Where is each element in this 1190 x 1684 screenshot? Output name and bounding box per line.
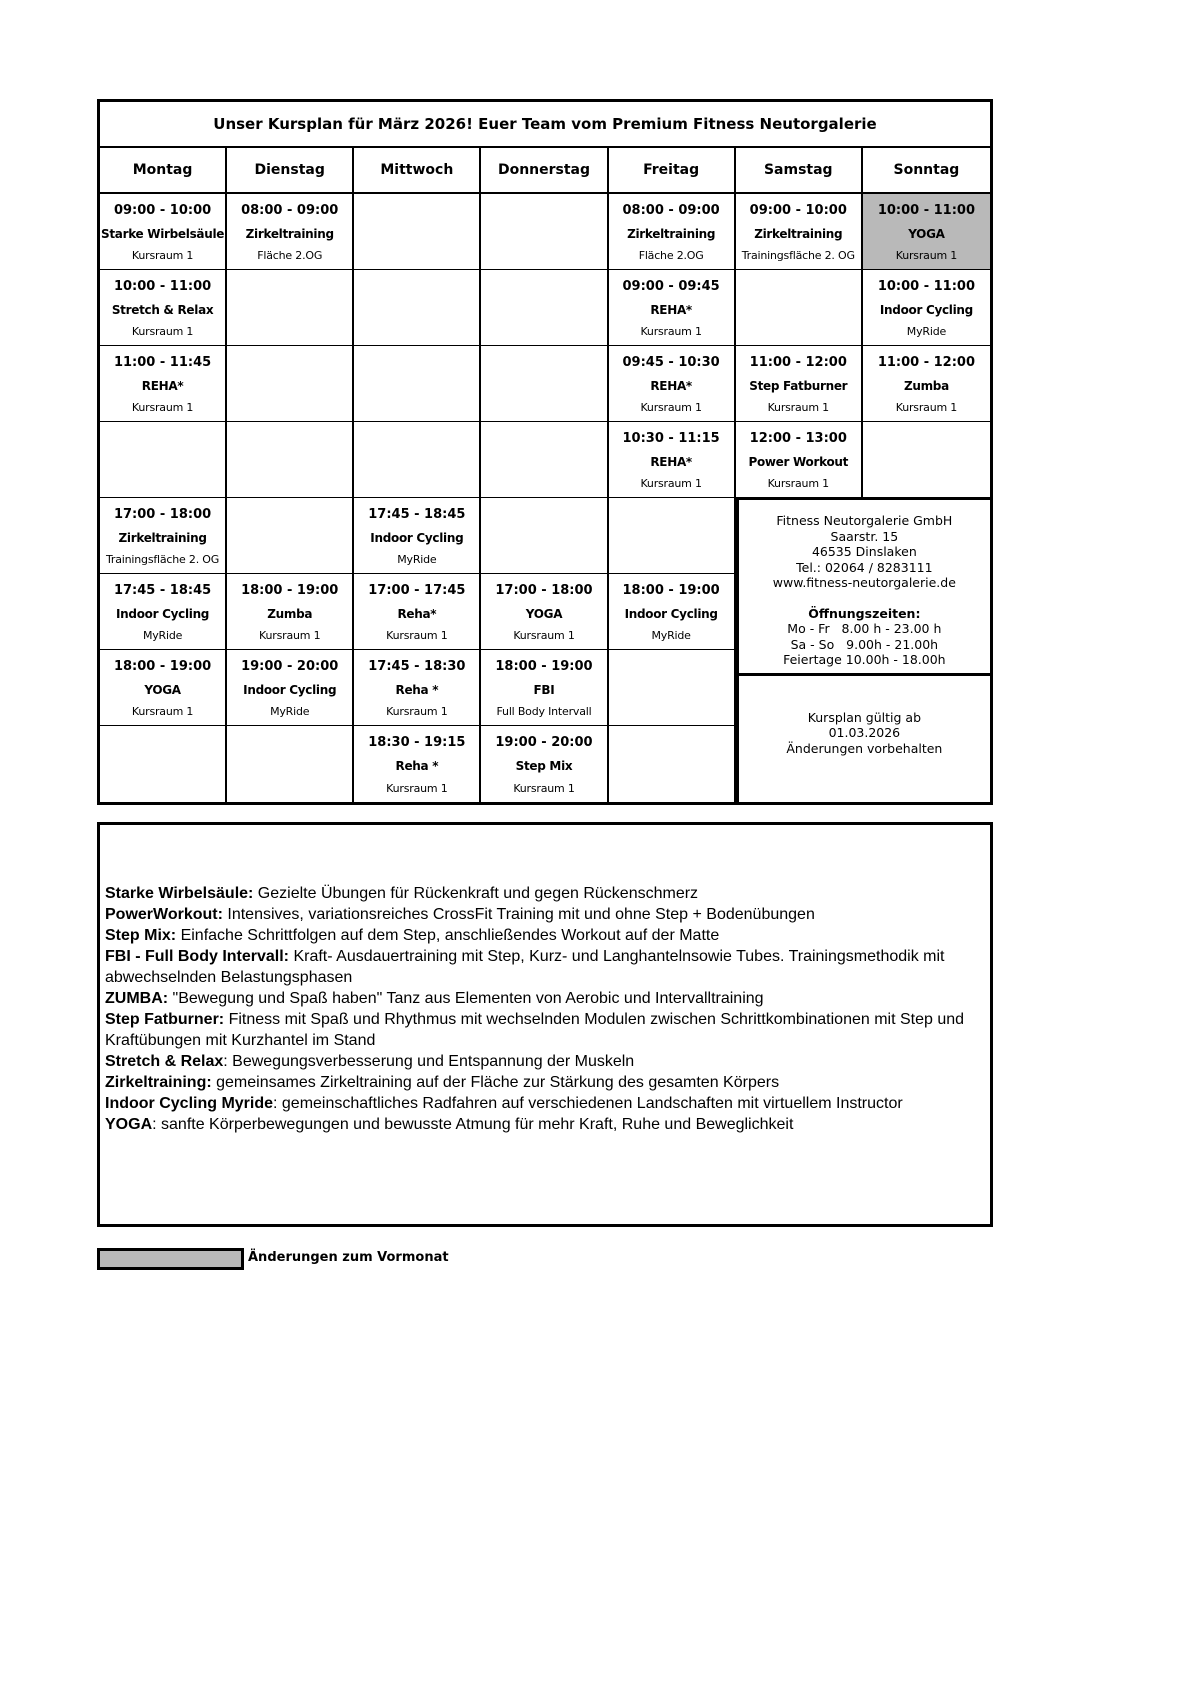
cell-time: 10:00 - 11:00 — [877, 279, 976, 294]
course-cell-donnerstag-row8 — [481, 726, 608, 802]
legend-item — [105, 883, 980, 904]
course-cell-sonntag-row3 — [863, 346, 990, 422]
course-cell-freitag-row3 — [609, 346, 736, 422]
cell-time: 10:00 - 11:00 — [877, 203, 976, 218]
cell-course-name: Indoor Cycling — [879, 302, 973, 317]
legend-description: Einfache Schrittfolgen auf dem Step, anschließendes Workout auf der Matte — [176, 927, 720, 944]
cell-room: Kursraum 1 — [386, 782, 448, 795]
legend-description: Fitness mit Spaß und Rhythmus mit wechselnden Modulen zwischen Schrittkombinationen mit Step und Kraftübungen mit Kurzhantel im Stand — [105, 1011, 965, 1049]
cell-time: 08:00 - 09:00 — [622, 203, 720, 218]
course-cell-mittwoch-row3 — [354, 346, 481, 422]
cell-time: 11:00 - 11:45 — [113, 355, 212, 370]
cell-room: Kursraum 1 — [640, 325, 702, 338]
cell-room: MyRide — [270, 705, 310, 718]
cell-time: 17:45 - 18:45 — [113, 583, 212, 598]
course-cell-dienstag-row4 — [227, 422, 354, 498]
legend-item — [105, 1114, 980, 1135]
cell-room: Trainingsfläche 2. OG — [741, 249, 855, 262]
cell-time: 19:00 - 20:00 — [241, 659, 339, 674]
course-cell-dienstag-row8 — [227, 726, 354, 802]
cell-room: MyRide — [906, 325, 947, 338]
cell-room: Kursraum 1 — [131, 705, 194, 718]
cell-room: Full Body Intervall — [496, 705, 592, 718]
cell-room: Kursraum 1 — [131, 249, 194, 262]
cell-course-name: Stretch & Relax — [111, 302, 214, 317]
cell-course-name: Indoor Cycling — [116, 606, 210, 621]
course-cell-montag-row1 — [100, 194, 227, 270]
legend-term: FBI - Full Body Intervall: — [105, 948, 290, 965]
cell-time: 18:00 - 19:00 — [495, 659, 593, 674]
cell-course-name: REHA* — [650, 378, 692, 393]
cell-room: Kursraum 1 — [895, 249, 958, 262]
course-cell-donnerstag-row1 — [481, 194, 608, 270]
cell-room: Kursraum 1 — [895, 401, 958, 414]
legend-item — [105, 904, 980, 925]
cell-time: 09:00 - 10:00 — [749, 203, 847, 218]
cell-room: Fläche 2.OG — [257, 249, 323, 262]
legend-term: Zirkeltraining: — [105, 1074, 212, 1091]
course-cell-donnerstag-row3 — [481, 346, 608, 422]
course-cell-donnerstag-row4 — [481, 422, 608, 498]
course-cell-dienstag-row3 — [227, 346, 354, 422]
course-cell-freitag-row7 — [609, 650, 736, 726]
legend-description: "Bewegung und Spaß haben" Tanz aus Elementen von Aerobic und Intervalltraining — [168, 990, 764, 1007]
course-legend-box — [97, 822, 993, 1227]
course-cell-donnerstag-row6 — [481, 574, 608, 650]
change-highlight-label: Änderungen zum Vormonat — [248, 1250, 449, 1265]
legend-description: : sanfte Körperbewegungen und bewusste Atmung für mehr Kraft, Ruhe und Beweglichkeit — [152, 1116, 794, 1133]
course-cell-montag-row3 — [100, 346, 227, 422]
cell-room: Kursraum 1 — [767, 477, 829, 490]
course-cell-dienstag-row5 — [227, 498, 354, 574]
legend-term: Step Fatburner: — [105, 1011, 225, 1028]
cell-room: Kursraum 1 — [259, 629, 321, 642]
day-header-montag: Montag — [100, 148, 227, 194]
course-cell-montag-row4 — [100, 422, 227, 498]
cell-course-name: Indoor Cycling — [624, 606, 718, 621]
legend-item — [105, 946, 980, 988]
legend-description: : Bewegungsverbesserung und Entspannung der Muskeln — [223, 1053, 635, 1070]
course-cell-freitag-row8 — [609, 726, 736, 802]
course-cell-dienstag-row2 — [227, 270, 354, 346]
cell-course-name: Zumba — [267, 606, 313, 621]
legend-term: PowerWorkout: — [105, 906, 223, 923]
cell-course-name: Zirkeltraining — [754, 226, 843, 241]
schedule-grid — [100, 148, 990, 802]
legend-term: ZUMBA: — [105, 990, 169, 1007]
legend-description: Intensives, variationsreiches CrossFit Training mit und ohne Step + Bodenübungen — [222, 906, 815, 923]
course-cell-montag-row5 — [100, 498, 227, 574]
course-cell-freitag-row5 — [609, 498, 736, 574]
cell-course-name: REHA* — [650, 302, 692, 317]
course-cell-mittwoch-row2 — [354, 270, 481, 346]
course-cell-montag-row2 — [100, 270, 227, 346]
course-cell-donnerstag-row2 — [481, 270, 608, 346]
cell-time: 09:00 - 09:45 — [622, 279, 720, 294]
cell-time: 17:00 - 18:00 — [495, 583, 593, 598]
cell-course-name: REHA* — [141, 378, 184, 393]
course-cell-samstag-row3 — [736, 346, 863, 422]
course-cell-mittwoch-row1 — [354, 194, 481, 270]
legend-description: gemeinsames Zirkeltraining auf der Fläche zur Stärkung des gesamten Körpers — [211, 1074, 780, 1091]
course-cell-freitag-row2 — [609, 270, 736, 346]
opening-hours-weekend: Sa - So 9.00h - 21.00h — [790, 636, 939, 652]
cell-time: 18:00 - 19:00 — [622, 583, 720, 598]
cell-time: 18:30 - 19:15 — [368, 735, 466, 750]
cell-room: MyRide — [397, 553, 437, 566]
validity-box — [739, 676, 990, 802]
schedule-table — [97, 99, 993, 805]
course-cell-dienstag-row7 — [227, 650, 354, 726]
cell-course-name: Zumba — [903, 378, 949, 393]
cell-course-name: Power Workout — [748, 454, 849, 469]
cell-time: 12:00 - 13:00 — [749, 431, 847, 446]
cell-time: 08:00 - 09:00 — [241, 203, 339, 218]
course-cell-mittwoch-row7 — [354, 650, 481, 726]
legend-item — [105, 1072, 980, 1093]
course-cell-mittwoch-row6 — [354, 574, 481, 650]
legend-term: YOGA — [105, 1116, 153, 1133]
course-cell-sonntag-row4 — [863, 422, 990, 498]
validity-line2: 01.03.2026 — [828, 725, 901, 741]
cell-course-name: Zirkeltraining — [245, 226, 334, 241]
studio-info-box — [739, 500, 990, 676]
cell-course-name: FBI — [533, 682, 555, 697]
course-cell-mittwoch-row4 — [354, 422, 481, 498]
cell-time: 09:45 - 10:30 — [622, 355, 720, 370]
studio-phone: Tel.: 02064 / 8283111 — [796, 559, 933, 575]
cell-room: Kursraum 1 — [386, 629, 448, 642]
cell-room: Fläche 2.OG — [638, 249, 704, 262]
cell-time: 10:30 - 11:15 — [622, 431, 720, 446]
cell-course-name: YOGA — [525, 606, 563, 621]
change-highlight-swatch — [97, 1248, 244, 1270]
legend-description: : gemeinschaftliches Radfahren auf verschiedenen Landschaften mit virtuellem Instructor — [273, 1095, 903, 1112]
studio-website: www.fitness-neutorgalerie.de — [772, 575, 956, 590]
legend-description: Gezielte Übungen für Rückenkraft und gegen Rückenschmerz — [253, 885, 699, 902]
cell-room: Kursraum 1 — [640, 401, 702, 414]
course-cell-sonntag-row2 — [863, 270, 990, 346]
legend-term: Step Mix: — [105, 927, 177, 944]
cell-course-name: Step Fatburner — [749, 378, 848, 393]
course-cell-sonntag-row1 — [863, 194, 990, 270]
cell-room: Kursraum 1 — [767, 401, 829, 414]
cell-time: 19:00 - 20:00 — [495, 735, 593, 750]
course-cell-dienstag-row1 — [227, 194, 354, 270]
legend-item — [105, 1093, 980, 1114]
course-cell-montag-row6 — [100, 574, 227, 650]
day-header-dienstag: Dienstag — [227, 148, 354, 194]
course-cell-freitag-row1 — [609, 194, 736, 270]
day-header-samstag: Samstag — [736, 148, 863, 194]
cell-course-name: Starke Wirbelsäule — [101, 226, 225, 241]
cell-course-name: Indoor Cycling — [243, 682, 337, 697]
cell-course-name: Step Mix — [515, 759, 573, 773]
cell-course-name: REHA* — [650, 454, 692, 469]
cell-time: 18:00 - 19:00 — [241, 583, 339, 598]
cell-room: Kursraum 1 — [513, 782, 575, 795]
cell-room: Trainingsfläche 2. OG — [106, 553, 220, 566]
cell-time: 09:00 - 10:00 — [113, 203, 212, 218]
legend-description: Kraft- Ausdauertraining mit Step, Kurz- und Langhantelnsowie Tubes. Trainingsmethodik mit abwechselnden Belastungsphasen — [105, 948, 945, 986]
course-cell-montag-row7 — [100, 650, 227, 726]
cell-time: 11:00 - 12:00 — [749, 355, 847, 370]
cell-room: Kursraum 1 — [386, 705, 448, 718]
cell-course-name: Reha * — [395, 682, 439, 697]
cell-room: Kursraum 1 — [131, 401, 194, 414]
cell-course-name: Reha* — [397, 606, 437, 621]
cell-room: MyRide — [651, 629, 691, 642]
studio-company: Fitness Neutorgalerie GmbH — [776, 513, 953, 528]
info-area — [736, 498, 990, 802]
day-header-freitag: Freitag — [609, 148, 736, 194]
day-header-donnerstag: Donnerstag — [481, 148, 608, 194]
course-cell-donnerstag-row7 — [481, 650, 608, 726]
cell-time: 18:00 - 19:00 — [113, 659, 212, 674]
validity-line1: Kursplan gültig ab — [807, 709, 922, 725]
cell-room: Kursraum 1 — [640, 477, 702, 490]
cell-room: Kursraum 1 — [131, 325, 194, 338]
legend-item — [105, 1009, 980, 1051]
course-cell-dienstag-row6 — [227, 574, 354, 650]
studio-city: 46535 Dinslaken — [811, 544, 917, 559]
cell-time: 17:45 - 18:45 — [368, 507, 466, 522]
cell-time: 10:00 - 11:00 — [113, 279, 212, 294]
legend-item — [105, 1051, 980, 1072]
validity-line3: Änderungen vorbehalten — [786, 740, 943, 756]
course-cell-mittwoch-row8 — [354, 726, 481, 802]
day-header-sonntag: Sonntag — [863, 148, 990, 194]
cell-course-name: Zirkeltraining — [118, 530, 207, 545]
cell-time: 17:45 - 18:30 — [368, 659, 466, 674]
cell-time: 17:00 - 17:45 — [368, 583, 466, 598]
legend-item — [105, 988, 980, 1009]
course-cell-freitag-row6 — [609, 574, 736, 650]
course-cell-samstag-row4 — [736, 422, 863, 498]
cell-room: MyRide — [142, 629, 183, 642]
opening-hours-weekdays: Mo - Fr 8.00 h - 23.00 h — [787, 621, 942, 636]
cell-course-name: Zirkeltraining — [627, 226, 716, 241]
legend-term: Indoor Cycling Myride — [105, 1095, 274, 1112]
cell-room: Kursraum 1 — [513, 629, 575, 642]
cell-time: 17:00 - 18:00 — [113, 507, 212, 522]
legend-item — [105, 925, 980, 946]
course-cell-freitag-row4 — [609, 422, 736, 498]
plan-title: Unser Kursplan für März 2026! Euer Team vom Premium Fitness Neutorgalerie — [100, 102, 990, 148]
day-header-mittwoch: Mittwoch — [354, 148, 481, 194]
course-cell-samstag-row2 — [736, 270, 863, 346]
cell-course-name: YOGA — [144, 682, 181, 697]
course-cell-mittwoch-row5 — [354, 498, 481, 574]
course-cell-donnerstag-row5 — [481, 498, 608, 574]
course-cell-samstag-row1 — [736, 194, 863, 270]
cell-course-name: Indoor Cycling — [370, 530, 464, 545]
opening-hours-title: Öffnungszeiten: — [808, 605, 921, 621]
cell-time: 11:00 - 12:00 — [877, 355, 976, 370]
legend-term: Stretch & Relax — [105, 1053, 224, 1070]
legend-term: Starke Wirbelsäule: — [105, 885, 254, 902]
course-cell-montag-row8 — [100, 726, 227, 802]
studio-street: Saarstr. 15 — [830, 528, 899, 544]
cell-course-name: Reha * — [395, 759, 439, 773]
cell-course-name: YOGA — [908, 226, 945, 241]
opening-hours-holidays: Feiertage 10.00h - 18.00h — [783, 652, 946, 667]
